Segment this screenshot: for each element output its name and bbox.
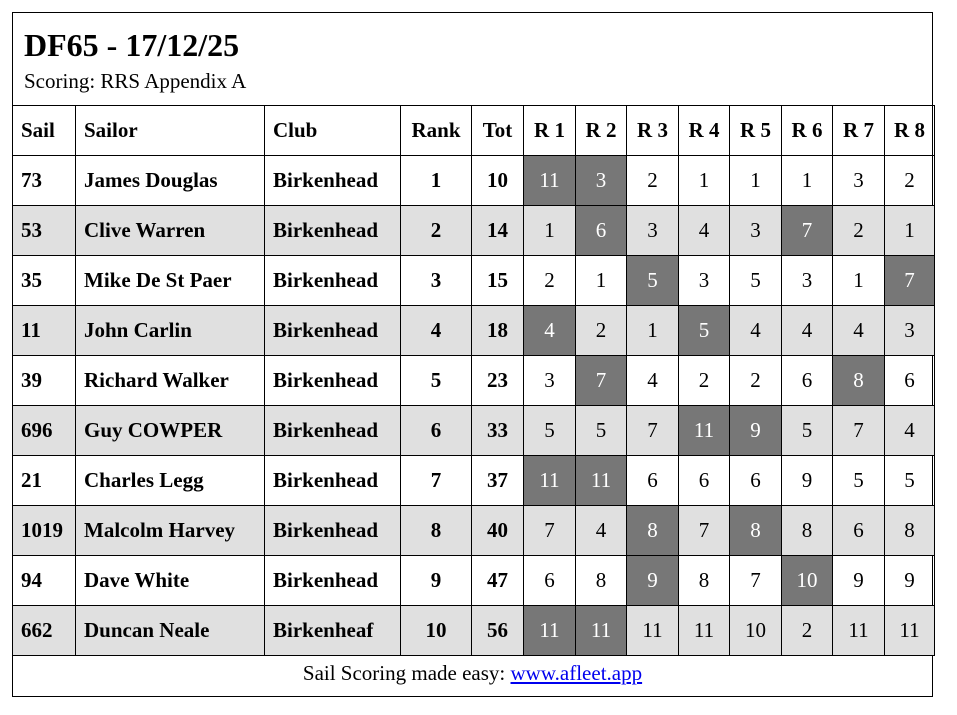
race-score-cell: 1: [730, 156, 782, 206]
footer: [13, 650, 932, 696]
column-header-r4: R 4: [679, 106, 730, 156]
race-score-cell: 4: [627, 356, 679, 406]
race-score-cell: 4: [885, 406, 935, 456]
club-cell: Birkenhead: [265, 456, 401, 506]
sail-number-cell: 73: [13, 156, 76, 206]
race-score-cell: 9: [885, 556, 935, 606]
race-score-cell-discarded: 3: [576, 156, 627, 206]
rank-cell: 3: [401, 256, 472, 306]
race-score-cell: 6: [627, 456, 679, 506]
total-cell: 10: [472, 156, 524, 206]
race-score-cell-discarded: 11: [576, 456, 627, 506]
race-score-cell-discarded: 9: [730, 406, 782, 456]
race-score-cell: 2: [576, 306, 627, 356]
sail-number-cell: 94: [13, 556, 76, 606]
column-header-r8: R 8: [885, 106, 935, 156]
race-score-cell: 5: [576, 406, 627, 456]
column-header-rank: Rank: [401, 106, 472, 156]
results-header: [13, 13, 932, 106]
column-header-r3: R 3: [627, 106, 679, 156]
race-score-cell: 1: [885, 206, 935, 256]
race-score-cell: 11: [679, 606, 730, 656]
race-score-cell: 7: [524, 506, 576, 556]
sail-number-cell: 39: [13, 356, 76, 406]
race-score-cell: 3: [782, 256, 833, 306]
club-cell: Birkenhead: [265, 256, 401, 306]
race-score-cell: 3: [885, 306, 935, 356]
race-score-cell: 4: [730, 306, 782, 356]
column-header-r7: R 7: [833, 106, 885, 156]
race-score-cell-discarded: 11: [524, 156, 576, 206]
column-header-tot: Tot: [472, 106, 524, 156]
rank-cell: 4: [401, 306, 472, 356]
race-score-cell: 3: [730, 206, 782, 256]
table-row: [13, 456, 935, 506]
race-score-cell: 1: [679, 156, 730, 206]
club-cell: Birkenheaf: [265, 606, 401, 656]
race-score-cell: 11: [627, 606, 679, 656]
sailor-name-cell: Mike De St Paer: [76, 256, 265, 306]
race-score-cell-discarded: 11: [679, 406, 730, 456]
table-header-row: [13, 106, 935, 156]
sail-number-cell: 35: [13, 256, 76, 306]
race-score-cell: 7: [833, 406, 885, 456]
race-score-cell: 3: [524, 356, 576, 406]
sail-number-cell: 11: [13, 306, 76, 356]
race-score-cell: 1: [627, 306, 679, 356]
race-score-cell: 11: [833, 606, 885, 656]
race-score-cell-discarded: 8: [627, 506, 679, 556]
total-cell: 40: [472, 506, 524, 556]
race-score-cell-discarded: 7: [782, 206, 833, 256]
table-body: [13, 156, 935, 656]
table-row: [13, 256, 935, 306]
club-cell: Birkenhead: [265, 506, 401, 556]
total-cell: 47: [472, 556, 524, 606]
column-header-r2: R 2: [576, 106, 627, 156]
total-cell: 56: [472, 606, 524, 656]
column-header-sail: Sail: [13, 106, 76, 156]
race-score-cell: 9: [782, 456, 833, 506]
race-score-cell: 2: [782, 606, 833, 656]
race-score-cell-discarded: 4: [524, 306, 576, 356]
race-score-cell: 6: [679, 456, 730, 506]
race-score-cell-discarded: 8: [730, 506, 782, 556]
table-row: [13, 306, 935, 356]
race-score-cell: 10: [730, 606, 782, 656]
club-cell: Birkenhead: [265, 206, 401, 256]
rank-cell: 9: [401, 556, 472, 606]
table-row: [13, 356, 935, 406]
race-score-cell: 9: [833, 556, 885, 606]
race-score-cell-discarded: 10: [782, 556, 833, 606]
sailor-name-cell: Clive Warren: [76, 206, 265, 256]
race-score-cell: 11: [885, 606, 935, 656]
race-score-cell: 6: [833, 506, 885, 556]
sailor-name-cell: John Carlin: [76, 306, 265, 356]
sail-number-cell: 21: [13, 456, 76, 506]
race-score-cell: 1: [833, 256, 885, 306]
race-score-cell: 5: [524, 406, 576, 456]
race-score-cell: 2: [730, 356, 782, 406]
total-cell: 33: [472, 406, 524, 456]
sail-number-cell: 696: [13, 406, 76, 456]
race-score-cell: 6: [885, 356, 935, 406]
total-cell: 15: [472, 256, 524, 306]
rank-cell: 1: [401, 156, 472, 206]
column-header-r6: R 6: [782, 106, 833, 156]
column-header-r1: R 1: [524, 106, 576, 156]
club-cell: Birkenhead: [265, 356, 401, 406]
sailor-name-cell: Dave White: [76, 556, 265, 606]
race-score-cell: 2: [524, 256, 576, 306]
sailor-name-cell: Charles Legg: [76, 456, 265, 506]
race-score-cell: 7: [730, 556, 782, 606]
sailor-name-cell: Malcolm Harvey: [76, 506, 265, 556]
race-score-cell: 5: [833, 456, 885, 506]
race-score-cell: 3: [833, 156, 885, 206]
race-score-cell: 4: [833, 306, 885, 356]
sail-number-cell: 662: [13, 606, 76, 656]
table-row: [13, 506, 935, 556]
afleet-link[interactable]: www.afleet.app: [510, 661, 643, 685]
table-row: [13, 556, 935, 606]
column-header-club: Club: [265, 106, 401, 156]
race-score-cell: 6: [524, 556, 576, 606]
race-score-cell-discarded: 8: [833, 356, 885, 406]
scoring-subtitle: Scoring: RRS Appendix A: [24, 69, 247, 93]
race-score-cell: 2: [679, 356, 730, 406]
race-score-cell-discarded: 9: [627, 556, 679, 606]
results-table: [12, 105, 935, 656]
race-score-cell: 8: [679, 556, 730, 606]
table-row: [13, 156, 935, 206]
race-score-cell: 7: [627, 406, 679, 456]
total-cell: 14: [472, 206, 524, 256]
footer-text: Sail Scoring made easy:: [302, 661, 511, 685]
results-sheet: [12, 12, 933, 697]
race-score-cell: 1: [782, 156, 833, 206]
page-title: DF65 - 17/12/25: [24, 27, 240, 63]
race-score-cell-discarded: 11: [524, 606, 576, 656]
rank-cell: 7: [401, 456, 472, 506]
race-score-cell: 5: [782, 406, 833, 456]
race-score-cell: 8: [576, 556, 627, 606]
race-score-cell: 3: [679, 256, 730, 306]
column-header-sailor: Sailor: [76, 106, 265, 156]
sailor-name-cell: Duncan Neale: [76, 606, 265, 656]
race-score-cell: 6: [730, 456, 782, 506]
sailor-name-cell: Guy COWPER: [76, 406, 265, 456]
sailor-name-cell: James Douglas: [76, 156, 265, 206]
club-cell: Birkenhead: [265, 156, 401, 206]
column-header-r5: R 5: [730, 106, 782, 156]
club-cell: Birkenhead: [265, 306, 401, 356]
club-cell: Birkenhead: [265, 556, 401, 606]
race-score-cell: 4: [576, 506, 627, 556]
table-row: [13, 606, 935, 656]
table-row: [13, 406, 935, 456]
race-score-cell-discarded: 6: [576, 206, 627, 256]
total-cell: 37: [472, 456, 524, 506]
rank-cell: 10: [401, 606, 472, 656]
race-score-cell-discarded: 11: [576, 606, 627, 656]
race-score-cell-discarded: 7: [576, 356, 627, 406]
race-score-cell: 1: [576, 256, 627, 306]
race-score-cell: 7: [679, 506, 730, 556]
race-score-cell: 8: [885, 506, 935, 556]
race-score-cell-discarded: 5: [627, 256, 679, 306]
race-score-cell: 5: [885, 456, 935, 506]
race-score-cell-discarded: 11: [524, 456, 576, 506]
total-cell: 18: [472, 306, 524, 356]
total-cell: 23: [472, 356, 524, 406]
sailor-name-cell: Richard Walker: [76, 356, 265, 406]
race-score-cell: 2: [833, 206, 885, 256]
race-score-cell: 1: [524, 206, 576, 256]
race-score-cell: 4: [679, 206, 730, 256]
table-row: [13, 206, 935, 256]
club-cell: Birkenhead: [265, 406, 401, 456]
rank-cell: 5: [401, 356, 472, 406]
rank-cell: 8: [401, 506, 472, 556]
race-score-cell-discarded: 7: [885, 256, 935, 306]
sail-number-cell: 53: [13, 206, 76, 256]
rank-cell: 6: [401, 406, 472, 456]
race-score-cell: 3: [627, 206, 679, 256]
race-score-cell-discarded: 5: [679, 306, 730, 356]
race-score-cell: 2: [885, 156, 935, 206]
race-score-cell: 6: [782, 356, 833, 406]
race-score-cell: 8: [782, 506, 833, 556]
race-score-cell: 5: [730, 256, 782, 306]
sail-number-cell: 1019: [13, 506, 76, 556]
rank-cell: 2: [401, 206, 472, 256]
race-score-cell: 2: [627, 156, 679, 206]
race-score-cell: 4: [782, 306, 833, 356]
